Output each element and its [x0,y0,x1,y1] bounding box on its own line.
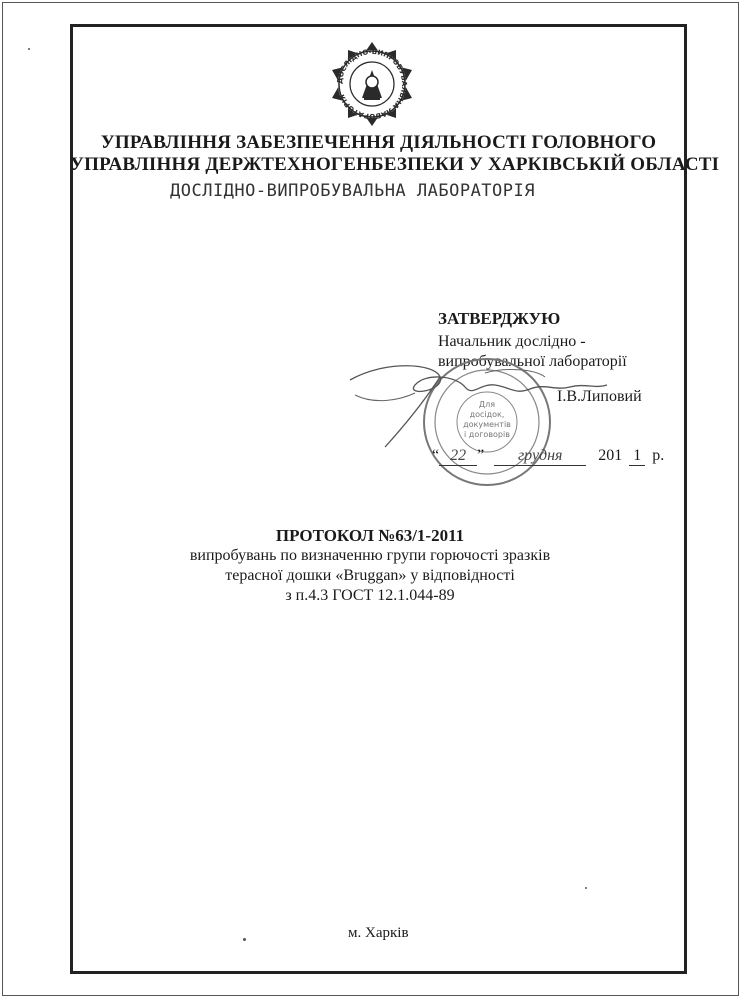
approval-title: ЗАТВЕРДЖУЮ [438,309,561,328]
protocol-description-line-1: випробувань по визначенню групи горючості зразків [189,547,551,564]
date-year-digit: 1 [629,447,645,466]
approval-date: “ 22 ” грудня 201 1 р. [432,447,665,464]
date-suffix: р. [652,447,665,464]
protocol-description-line-3: з п.4.3 ГОСТ 12.1.044-89 [285,587,455,604]
scan-speck [585,887,587,889]
svg-text:документів: документів [463,420,511,429]
laboratory-title: ДОСЛІДНО-ВИПРОБУВАЛЬНА ЛАБОРАТОРІЯ [170,181,535,201]
scan-speck [28,48,30,50]
city-label: м. Харків [348,925,409,941]
svg-text:досідок,: досідок, [469,410,505,419]
organization-line-1: УПРАВЛІННЯ ЗАБЕЗПЕЧЕННЯ ДІЯЛЬНОСТІ ГОЛОВНОГО [100,132,657,153]
organization-line-2: УПРАВЛІННЯ ДЕРЖТЕХНОГЕНБЕЗПЕКИ У ХАРКІВСЬКІЙ ОБЛАСТІ [70,154,720,175]
approver-name: І.В.Липовий [557,388,642,405]
svg-text:ДОСЛІДНО-ВИПРОБУВАЛЬНА ЛАБОРАТ: ДОСЛІДНО-ВИПРОБУВАЛЬНА ЛАБОРАТОРІЯ [335,47,409,121]
laboratory-logo-icon [328,40,416,128]
protocol-title: ПРОТОКОЛ №63/1-2011 [275,526,465,545]
svg-text:і договорів: і договорів [464,430,510,439]
svg-text:Для: Для [478,400,496,409]
approver-position-line-2: випробувальної лабораторії [438,353,627,370]
date-day: 22 [439,447,477,466]
approver-position-line-1: Начальник дослідно - [438,333,586,350]
protocol-description-line-2: терасної дошки «Bruggan» у відповідності [225,567,515,584]
date-year-prefix: 201 [598,447,623,464]
scan-speck [243,938,246,941]
date-month: грудня [494,447,586,466]
